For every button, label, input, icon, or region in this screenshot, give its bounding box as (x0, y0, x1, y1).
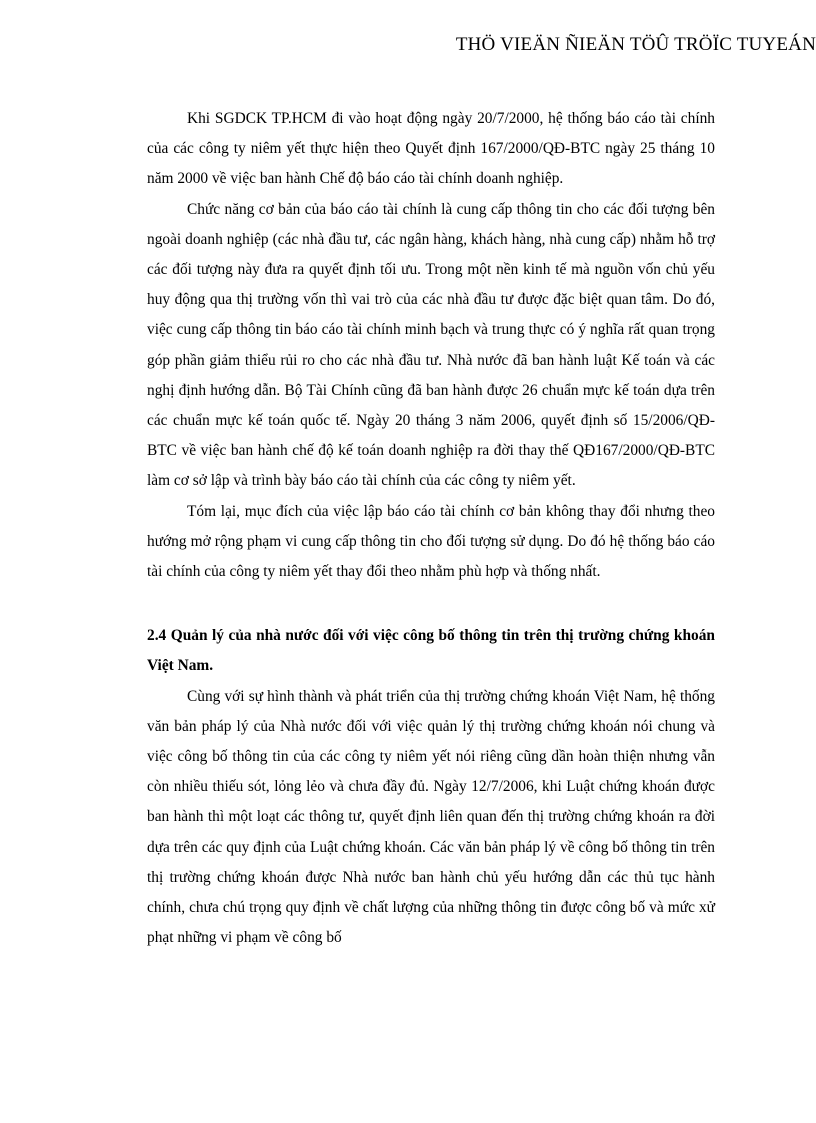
paragraph-state-management: Cùng với sự hình thành và phát triển của thị trường chứng khoán Việt Nam, hệ thống văn bản pháp lý của Nhà nước đối với việc quản lý thị trường chứng khoán nói chung và việc công bố thông tin của các công ty niêm yết nói riêng cũng dần hoàn thiện nhưng vẫn còn nhiều thiếu sót, lỏng lẻo và chưa đầy đủ. Ngày 12/7/2006, khi Luật chứng khoán được ban hành thì một loạt các thông tư, quyết định liên quan đến thị trường chứng khoán ra đời dựa trên các quy định của Luật chứng khoán. Các văn bản pháp lý về công bố thông tin trên thị trường chứng khoán được Nhà nước ban hành chủ yếu hướng dẫn các thủ tục hành chính, chưa chú trọng quy định về chất lượng của những thông tin được công bố và mức xử phạt những vi phạm về công bố (147, 687, 715, 947)
paragraph-summary: Tóm lại, mục đích của việc lập báo cáo tài chính cơ bản không thay đổi nhưng theo hướng mở rộng phạm vi cung cấp thông tin cho đối tượng sử dụng. Do đó hệ thống báo cáo tài chính của công ty niêm yết thay đổi theo nhằm phù hợp và thống nhất. (147, 502, 715, 581)
section-heading: 2.4 Quản lý của nhà nước đối với việc công bố thông tin trên thị trường chứng khoán Việt Nam. (147, 627, 715, 675)
page-header-title: THÖ VIEÄN ÑIEÄN TÖÛ TRÖÏC TUYEÁN (455, 34, 816, 55)
paragraph-financial-reporting-history: Khi SGDCK TP.HCM đi vào hoạt động ngày 20/7/2000, hệ thống báo cáo tài chính của các công ty niêm yết thực hiện theo Quyết định 167/2000/QĐ-BTC ngày 25 tháng 10 năm 2000 về việc ban hành Chế độ báo cáo tài chính doanh nghiệp. (147, 110, 715, 188)
document-body (147, 104, 715, 953)
paragraph-financial-reporting-function: Chức năng cơ bản của báo cáo tài chính là cung cấp thông tin cho các đối tượng bên ngoài doanh nghiệp (các nhà đầu tư, các ngân hàng, khách hàng, nhà cung cấp) nhằm hỗ trợ các đối tượng này đưa ra quyết định tối ưu. Trong một nền kinh tế mà nguồn vốn chủ yếu huy động qua thị trường vốn thì vai trò của các nhà đầu tư được đặc biệt quan tâm. Do đó, việc cung cấp thông tin báo cáo tài chính minh bạch và trung thực có ý nghĩa rất quan trọng góp phần giảm thiểu rủi ro cho các nhà đầu tư. Nhà nước đã ban hành luật Kế toán và các nghị định hướng dẫn. Bộ Tài Chính cũng đã ban hành được 26 chuẩn mực kế toán dựa trên các chuẩn mực kế toán quốc tế. Ngày 20 tháng 3 năm 2006, quyết định số 15/2006/QĐ-BTC về việc ban hành chế độ kế toán doanh nghiệp ra đời thay thế QĐ167/2000/QĐ-BTC làm cơ sở lập và trình bày báo cáo tài chính của các công ty niêm yết. (147, 200, 715, 490)
